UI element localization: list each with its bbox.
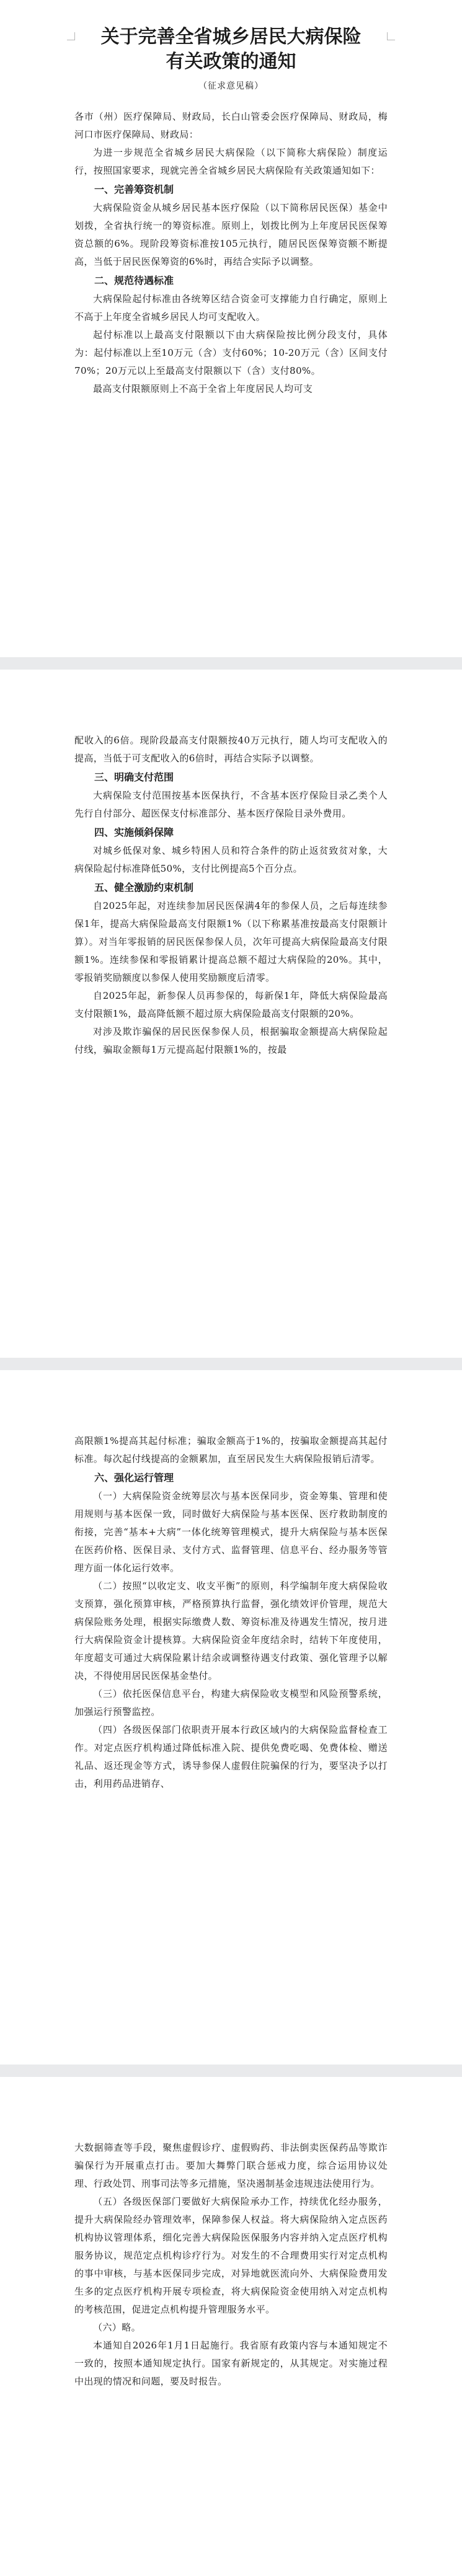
document-page-3	[0, 1370, 462, 2065]
section-heading-1: 一、完善筹资机制	[94, 184, 174, 195]
paragraph: 自2025年起，新参保人员再参保的，每新保1年，降低大病保险最高支付限额1%，最高降低额不超过原大病保险最高支付限额的20%。	[74, 990, 388, 1019]
paragraph: （六）略。	[93, 2322, 141, 2333]
section-heading-6: 六、强化运行管理	[94, 1472, 174, 1484]
title-line-2: 有关政策的通知	[166, 51, 296, 73]
document-page-4	[0, 2077, 462, 2576]
paragraph: （一）大病保险资金统筹层次与基本医保同步，资金筹集、管理和使用规则与基本医保一致，同时做好大病保险与基本医保、医疗救助制度的衔接，完善“基本+大病”一体化统筹管理模式，提升大病保险与基本医保在医药价格、医保目录、支付方式、监督管理、信息平台、经办服务等管理方面一体化运行效率。	[74, 1490, 388, 1573]
paragraph: 大病保险资金从城乡居民基本医疗保险（以下简称居民医保）基金中划拨，全省执行统一的筹资标准。原则上，划拨比例为上年度居民医保筹资总额的6%。现阶段筹资标准按105元执行，随居民医保筹资额不断提高，当低于居民医保筹资的6%时，再结合实际予以调整。	[74, 202, 388, 267]
document-page-2	[0, 670, 462, 1358]
paragraph-continued: 配收入的6倍。现阶段最高支付限额按40万元执行，随人均可支配收入的提高，当低于可支配收入的6倍时，再结合实际予以调整。	[74, 735, 388, 764]
intro-text: 为进一步规范全省城乡居民大病保险（以下简称大病保险）制度运行，按照国家要求，现就完善全省城乡居民大病保险有关政策通知如下：	[74, 147, 388, 176]
paragraph: （五）各级医保部门要做好大病保险承办工作，持续优化经办服务，提升大病保险经办管理效率，保障参保人权益。将大病保险纳入定点医药机构协议管理体系，细化完善大病保险医保服务内容并纳入定点医疗机构服务协议，规范定点机构诊疗行为。对发生的不合理费用实行对定点机构的事中审核，与基本医保同步完成，对异地就医流向外、大病保险费用发生多的定点医疗机构开展专项检查，将大病保险资金使用纳入对定点机构的考核范围，促进定点机构提升管理服务水平。	[74, 2196, 388, 2315]
paragraph: （三）依托医保信息平台，构建大病保险收支模型和风险预警系统，加强运行预警监控。	[74, 1688, 388, 1717]
section-heading-4: 四、实施倾斜保障	[94, 826, 174, 838]
page-corner-mark	[387, 32, 395, 40]
paragraph: 最高支付限额原则上不高于全省上年度居民人均可支	[93, 383, 313, 394]
section-heading-3: 三、明确支付范围	[94, 771, 174, 783]
paragraph: 对城乡低保对象、城乡特困人员和符合条件的防止返贫致贫对象，大病保险起付标准降低50%，支付比例提高5个百分点。	[74, 845, 388, 874]
paragraph: 自2025年起，对连续参加居民医保满4年的参保人员，之后每连续参保1年，提高大病保险最高支付限额1%（以下称累基准按最高支付限额计算）。对当年零报销的居民医保参保人员，次年可提高大病保险最高支付限额1%。连续参保和零报销累计提高总额不超过大病保险的20%。其中，零报销奖励额度以参保人使用奖励额度后清零。	[74, 900, 388, 983]
document-title	[74, 25, 388, 74]
paragraph: 对涉及欺诈骗保的居民医保参保人员，根据骗取金额提高大病保险起付线，骗取金额每1万元提高起付限额1%的，按最	[74, 1026, 388, 1055]
section-heading-5: 五、健全激励约束机制	[94, 882, 194, 893]
paragraph: 大病保险起付标准由各统筹区结合资金可支撑能力自行确定，原则上不高于上年度全省城乡居民人均可支配收入。	[74, 293, 388, 322]
intro-paragraph	[74, 144, 388, 180]
paragraph-continued: 高限额1%提高其起付标准；骗取金额高于1%的，按骗取金额提高其起付标准。每次起付线提高的金额累加，直至居民发生大病保险报销后清零。	[74, 1435, 388, 1464]
paragraph: （二）按照“以收定支、收支平衡”的原则，科学编制年度大病保险收支预算，强化预算审核，严格预算执行监督，强化绩效评价管理，规范大病保险账务处理，根据实际缴费人数、筹资标准及待遇发生情况，按月进行大病保险资金计提核算。大病保险资金年度结余时，结转下年度使用，年度超支可通过大病保险累计结余或调整待遇支付政策、强化管理予以解决，不得使用居民医保基金垫付。	[74, 1580, 388, 1681]
paragraph: 起付标准以上最高支付限额以下由大病保险按比例分段支付，具体为：起付标准以上至10万元（含）支付60%；10-20万元（含）区间支付70%；20万元以上至最高支付限额以下（含）支付80%。	[74, 329, 388, 376]
paragraph: 本通知自2026年1月1日起施行。我省原有政策内容与本通知规定不一致的，按照本通知规定执行。国家有新规定的，从其规定。对实施过程中出现的情况和问题，要及时报告。	[74, 2340, 388, 2387]
paragraph-continued: 大数据筛查等手段，聚焦虚假诊疗、虚假购药、非法倒卖医保药品等欺诈骗保行为开展重点打击。要加大舞弊门联合惩戒力度，综合运用协议处理、行政处罚、刑事司法等多元措施，坚决遏制基金违规违法使用行为。	[74, 2142, 388, 2189]
title-line-1: 关于完善全省城乡居民大病保险	[100, 26, 362, 48]
addressee: 各市（州）医疗保障局、财政局，长白山管委会医疗保障局、财政局，梅河口市医疗保障局、财政局：	[74, 111, 388, 140]
paragraph: 大病保险支付范围按基本医保执行，不含基本医疗保险目录乙类个人先行自付部分、超医保支付标准部分、基本医疗保险目录外费用。	[74, 790, 388, 819]
draft-subtitle: （征求意见稿）	[198, 81, 264, 91]
section-heading-2: 二、规范待遇标准	[94, 275, 174, 286]
document-page-1	[0, 0, 462, 657]
paragraph: （四）各级医保部门依职责开展本行政区域内的大病保险监督检查工作。对定点医疗机构通过降低标准入院、提供免费吃喝、免费体检、赠送礼品、返还现金等方式，诱导参保人虚假住院骗保的行为，要坚决予以打击，利用药品进销存、	[74, 1724, 388, 1789]
page-corner-mark	[67, 32, 75, 40]
